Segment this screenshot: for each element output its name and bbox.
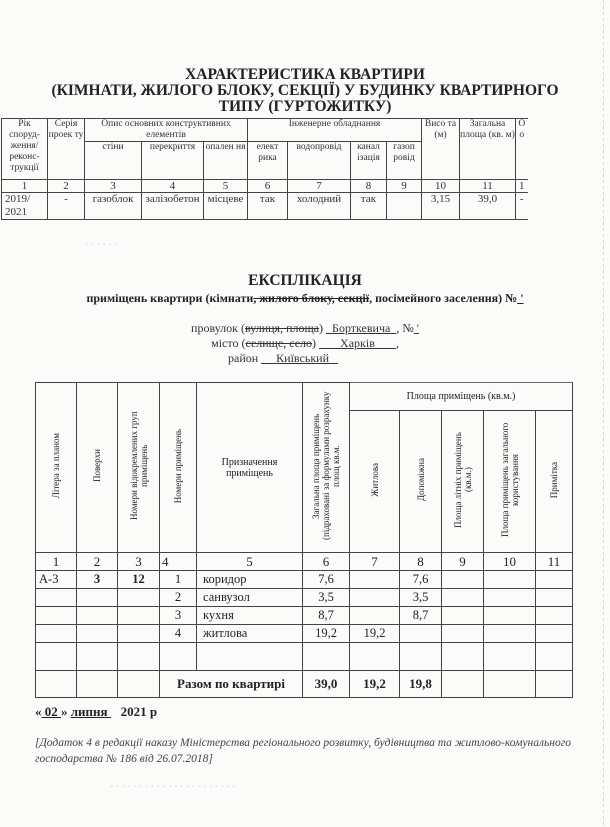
cell-water: холодний [288, 193, 351, 220]
characteristics-table [1, 118, 528, 220]
col-num: 5 [204, 180, 248, 193]
cell-floor [77, 607, 118, 625]
cell-empty [536, 607, 573, 625]
col-num: 7 [350, 553, 400, 571]
col-num: 7 [288, 180, 351, 193]
faded-bleed-text: · · · · · · · · · · · · · · · · · · · · · · [110, 782, 236, 793]
cell-litera [36, 607, 77, 625]
date-year: 2021 р [120, 704, 158, 719]
header-area-group: Площа приміщень (кв.м.) [350, 383, 573, 411]
header-electricity: елект рика [248, 142, 288, 180]
header-room-numbers: Номери приміщень [160, 383, 197, 553]
header-purpose: Призначення приміщень [197, 383, 303, 553]
header-note: Примітка [536, 411, 573, 553]
address-district [0, 351, 588, 366]
col-num: 1 [36, 553, 77, 571]
header-height: Висо та (м) [422, 119, 460, 180]
header-floors: Поверхи [77, 383, 118, 553]
address-street [0, 321, 610, 336]
header-sewage: канал ізація [351, 142, 387, 180]
total-row [36, 671, 573, 698]
cell-living: 19,2 [350, 625, 400, 643]
cell-empty [484, 589, 536, 607]
cell-total: 7,6 [303, 571, 350, 589]
header-total-area: Загальна площа приміщень (підраховані за формулами розрахунку площ кв.м. [303, 383, 350, 553]
col-num: 2 [77, 553, 118, 571]
col-num: 9 [387, 180, 422, 193]
total-label: Разом по квартирі [160, 671, 303, 698]
header-auxiliary: Допоміжна [400, 411, 442, 553]
subtitle-struck: , жилого блоку, секції [253, 291, 370, 305]
header-group-numbers: Номери відокремлених груп приміщень [118, 383, 160, 553]
cell-living [350, 607, 400, 625]
header-living: Житлова [350, 411, 400, 553]
cell-sewage: так [351, 193, 387, 220]
cell-height: 3,15 [422, 193, 460, 220]
cell-group: 12 [118, 571, 160, 589]
subtitle-room: кімнати [209, 291, 254, 305]
cell-empty [36, 671, 77, 698]
address-city: місто (селище, село) Харків , [211, 336, 399, 350]
street-close: ) [319, 321, 324, 335]
city-close: ) [312, 336, 317, 350]
col-num: 3 [85, 180, 142, 193]
cell-living [350, 589, 400, 607]
cell-empty [536, 643, 573, 671]
col-num: 3 [118, 553, 160, 571]
cell-num: 3 [160, 607, 197, 625]
col-num: 6 [248, 180, 288, 193]
col-num: 6 [303, 553, 350, 571]
header-year: Рік споруд-ження/ реконс-трукції [2, 119, 48, 180]
apartment-number: ' [517, 291, 524, 305]
cell-empty [442, 643, 484, 671]
cell-heating: місцеве [204, 193, 248, 220]
cell-empty [484, 625, 536, 643]
col-num: 1 [516, 180, 528, 193]
cell-cut-column: - [516, 193, 528, 220]
subtitle-rest: , посімейного заселення) № [369, 291, 518, 305]
total-living: 19,2 [350, 671, 400, 698]
col-num: 10 [484, 553, 536, 571]
document-date [35, 704, 157, 720]
col-num: 1 [2, 180, 48, 193]
col-num: 4 [160, 553, 197, 571]
col-num: 2 [48, 180, 85, 193]
col-num: 11 [536, 553, 573, 571]
header-gas: газоп ровід [387, 142, 422, 180]
explication-table [35, 382, 573, 698]
cell-empty [484, 607, 536, 625]
cell-purpose: житлова [197, 625, 303, 643]
header-cut-column: О о [516, 119, 528, 180]
cell-empty [536, 625, 573, 643]
faded-bleed-text: · · · · · · [85, 240, 118, 251]
cell-empty [442, 625, 484, 643]
cell-empty [350, 643, 400, 671]
cell-aux: 3,5 [400, 589, 442, 607]
date-open-quote: « [35, 704, 42, 719]
cell-group [118, 607, 160, 625]
cell-empty [536, 589, 573, 607]
date-day: 02 [41, 704, 61, 719]
cell-floor: 3 [77, 571, 118, 589]
date-close-quote: » [61, 704, 68, 719]
cell-aux [400, 625, 442, 643]
cell-purpose: кухня [197, 607, 303, 625]
date-month: липня [70, 704, 111, 719]
cell-floor [77, 589, 118, 607]
cell-empty [118, 643, 160, 671]
cell-empty [442, 589, 484, 607]
cell-litera [36, 625, 77, 643]
table-row [36, 625, 573, 643]
explication-title: ЕКСПЛІКАЦІЯ [248, 272, 362, 289]
cell-empty [77, 643, 118, 671]
characteristics-title-line3: ТИПУ (ГУРТОЖИТКУ) [218, 98, 392, 115]
header-common: Площа приміщень загального користування [484, 411, 536, 553]
cell-empty [36, 643, 77, 671]
cell-empty [303, 643, 350, 671]
cell-aux: 7,6 [400, 571, 442, 589]
street-type: провулок ( [191, 321, 245, 335]
cell-total: 19,2 [303, 625, 350, 643]
table-row [36, 607, 573, 625]
cell-walls: газоблок [85, 193, 142, 220]
cell-electricity: так [248, 193, 288, 220]
cell-total: 3,5 [303, 589, 350, 607]
page-edge [603, 0, 604, 827]
col-num: 9 [442, 553, 484, 571]
cell-group [118, 589, 160, 607]
cell-floor [77, 625, 118, 643]
district-label: район [228, 351, 259, 365]
col-num: 4 [142, 180, 204, 193]
col-num: 8 [351, 180, 387, 193]
col-num: 8 [400, 553, 442, 571]
footnote: [Додаток 4 в редакції наказу Міністерства регіонального розвитку, будівництва та житлово-комунального господарства № 186 від 26.07.2018] [35, 737, 571, 765]
cell-total: 8,7 [303, 607, 350, 625]
cell-series: - [48, 193, 85, 220]
district-name: Київський [276, 351, 329, 365]
number-value: ' [413, 321, 419, 335]
cell-empty [160, 643, 197, 671]
col-num: 5 [197, 553, 303, 571]
number-label: , № [396, 321, 414, 335]
header-litera: Літера за планом [36, 383, 77, 553]
col-num: 11 [460, 180, 516, 193]
cell-empty [400, 643, 442, 671]
city-name: Харків [340, 336, 375, 350]
cell-gas [387, 193, 422, 220]
city-struck: селище, село [245, 336, 313, 350]
cell-num: 1 [160, 571, 197, 589]
cell-empty [484, 671, 536, 698]
explication-subtitle [0, 291, 610, 306]
cell-num: 4 [160, 625, 197, 643]
total-aux: 19,8 [400, 671, 442, 698]
table-row [36, 571, 573, 589]
characteristics-title-line2: (КІМНАТИ, ЖИЛОГО БЛОКУ, СЕКЦІЇ) У БУДИНКУ КВАРТИРНОГО [51, 82, 559, 99]
subtitle-prefix: приміщень квартири ( [86, 291, 210, 305]
cell-empty [442, 571, 484, 589]
header-walls: стіни [85, 142, 142, 180]
cell-empty [484, 643, 536, 671]
cell-purpose: санвузол [197, 589, 303, 607]
cell-empty [442, 671, 484, 698]
cell-litera [36, 589, 77, 607]
table-row [36, 589, 573, 607]
cell-empty [118, 671, 160, 698]
col-num: 10 [422, 180, 460, 193]
cell-aux: 8,7 [400, 607, 442, 625]
street-struck: вулиця, площа [244, 321, 320, 335]
cell-litera: А-3 [36, 571, 77, 589]
header-summer: Площа літніх приміщень (кв.м.) [442, 411, 484, 553]
cell-group [118, 625, 160, 643]
street-name: Борткевича [332, 321, 391, 335]
city-label: місто ( [211, 336, 246, 350]
cell-empty [536, 671, 573, 698]
cell-total-area: 39,0 [460, 193, 516, 220]
cell-num: 2 [160, 589, 197, 607]
header-floors: перекриття [142, 142, 204, 180]
table-row-empty [36, 643, 573, 671]
cell-purpose: коридор [197, 571, 303, 589]
cell-empty [442, 607, 484, 625]
header-structure-group: Опис основних конструктивних елементів [85, 119, 248, 142]
total-area: 39,0 [303, 671, 350, 698]
header-water: водопровід [288, 142, 351, 180]
header-total-area: Загальна площа (кв. м) [460, 119, 516, 180]
cell-empty [197, 643, 303, 671]
cell-living [350, 571, 400, 589]
cell-empty [536, 571, 573, 589]
cell-year: 2019/ 2021 [2, 193, 48, 220]
cell-empty [484, 571, 536, 589]
cell-floors: залізобетон [142, 193, 204, 220]
characteristics-title-line1: ХАРАКТЕРИСТИКА КВАРТИРИ [185, 66, 425, 83]
header-heating: опален ня [204, 142, 248, 180]
cell-empty [77, 671, 118, 698]
header-series: Серія проек ту [48, 119, 85, 180]
header-engineering-group: Інженерне обладнання [248, 119, 422, 142]
